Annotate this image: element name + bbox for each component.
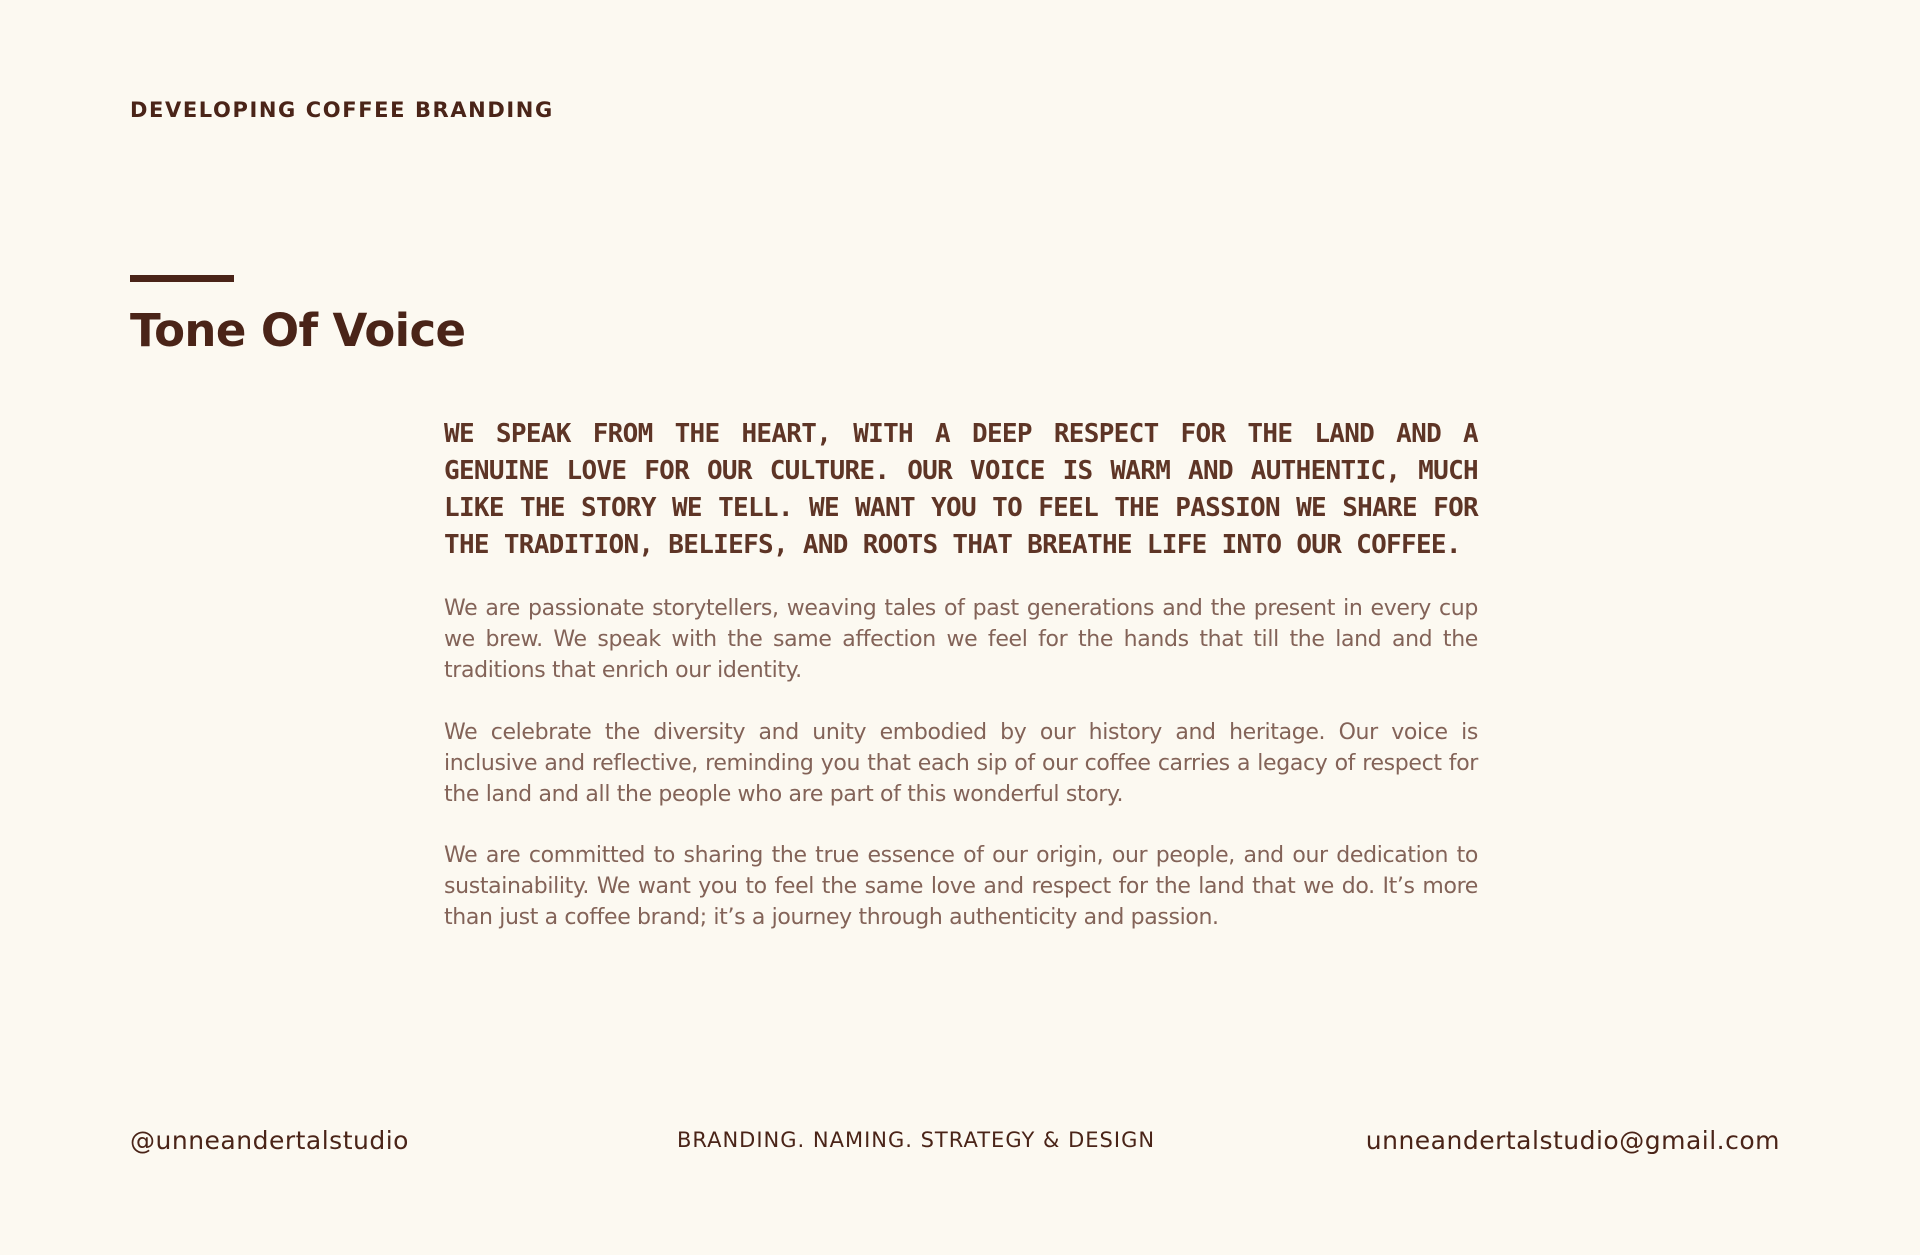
content-block	[444, 416, 1478, 933]
lead-statement: WE SPEAK FROM THE HEART, WITH A DEEP RESPECT FOR THE LAND AND A GENUINE LOVE FOR OUR CULTURE. OUR VOICE IS WARM AND AUTHENTIC, MUCH LIKE THE STORY WE TELL. WE WANT YOU TO FEEL THE PASSION WE SHARE FOR THE TRADITION, BELIEFS, AND ROOTS THAT BREATHE LIFE INTO OUR COFFEE.	[444, 419, 1478, 560]
footer-email: unneandertalstudio@gmail.com	[1365, 1126, 1780, 1155]
body-paragraph-2: We celebrate the diversity and unity embodied by our history and heritage. Our voice is inclusive and reflective, reminding you that each sip of our coffee carries a legacy of respect for the land and all the people who are part of this wonderful story.	[444, 720, 1478, 807]
footer-services: BRANDING. NAMING. STRATEGY & DESIGN	[676, 1128, 1156, 1152]
section-title: Tone Of Voice	[130, 304, 466, 357]
body-paragraph-1: We are passionate storytellers, weaving tales of past generations and the present in every cup we brew. We speak with the same affection we feel for the hands that till the land and the traditions that enrich our identity.	[444, 596, 1478, 683]
title-accent-rule	[130, 275, 234, 282]
header-label: DEVELOPING COFFEE BRANDING	[130, 98, 554, 122]
footer-social-handle: @unneandertalstudio	[130, 1126, 409, 1155]
body-paragraph-3: We are committed to sharing the true essence of our origin, our people, and our dedication to sustainability. We want you to feel the same love and respect for the land that we do. It’s more than just a coffee brand; it’s a journey through authenticity and passion.	[444, 843, 1478, 930]
